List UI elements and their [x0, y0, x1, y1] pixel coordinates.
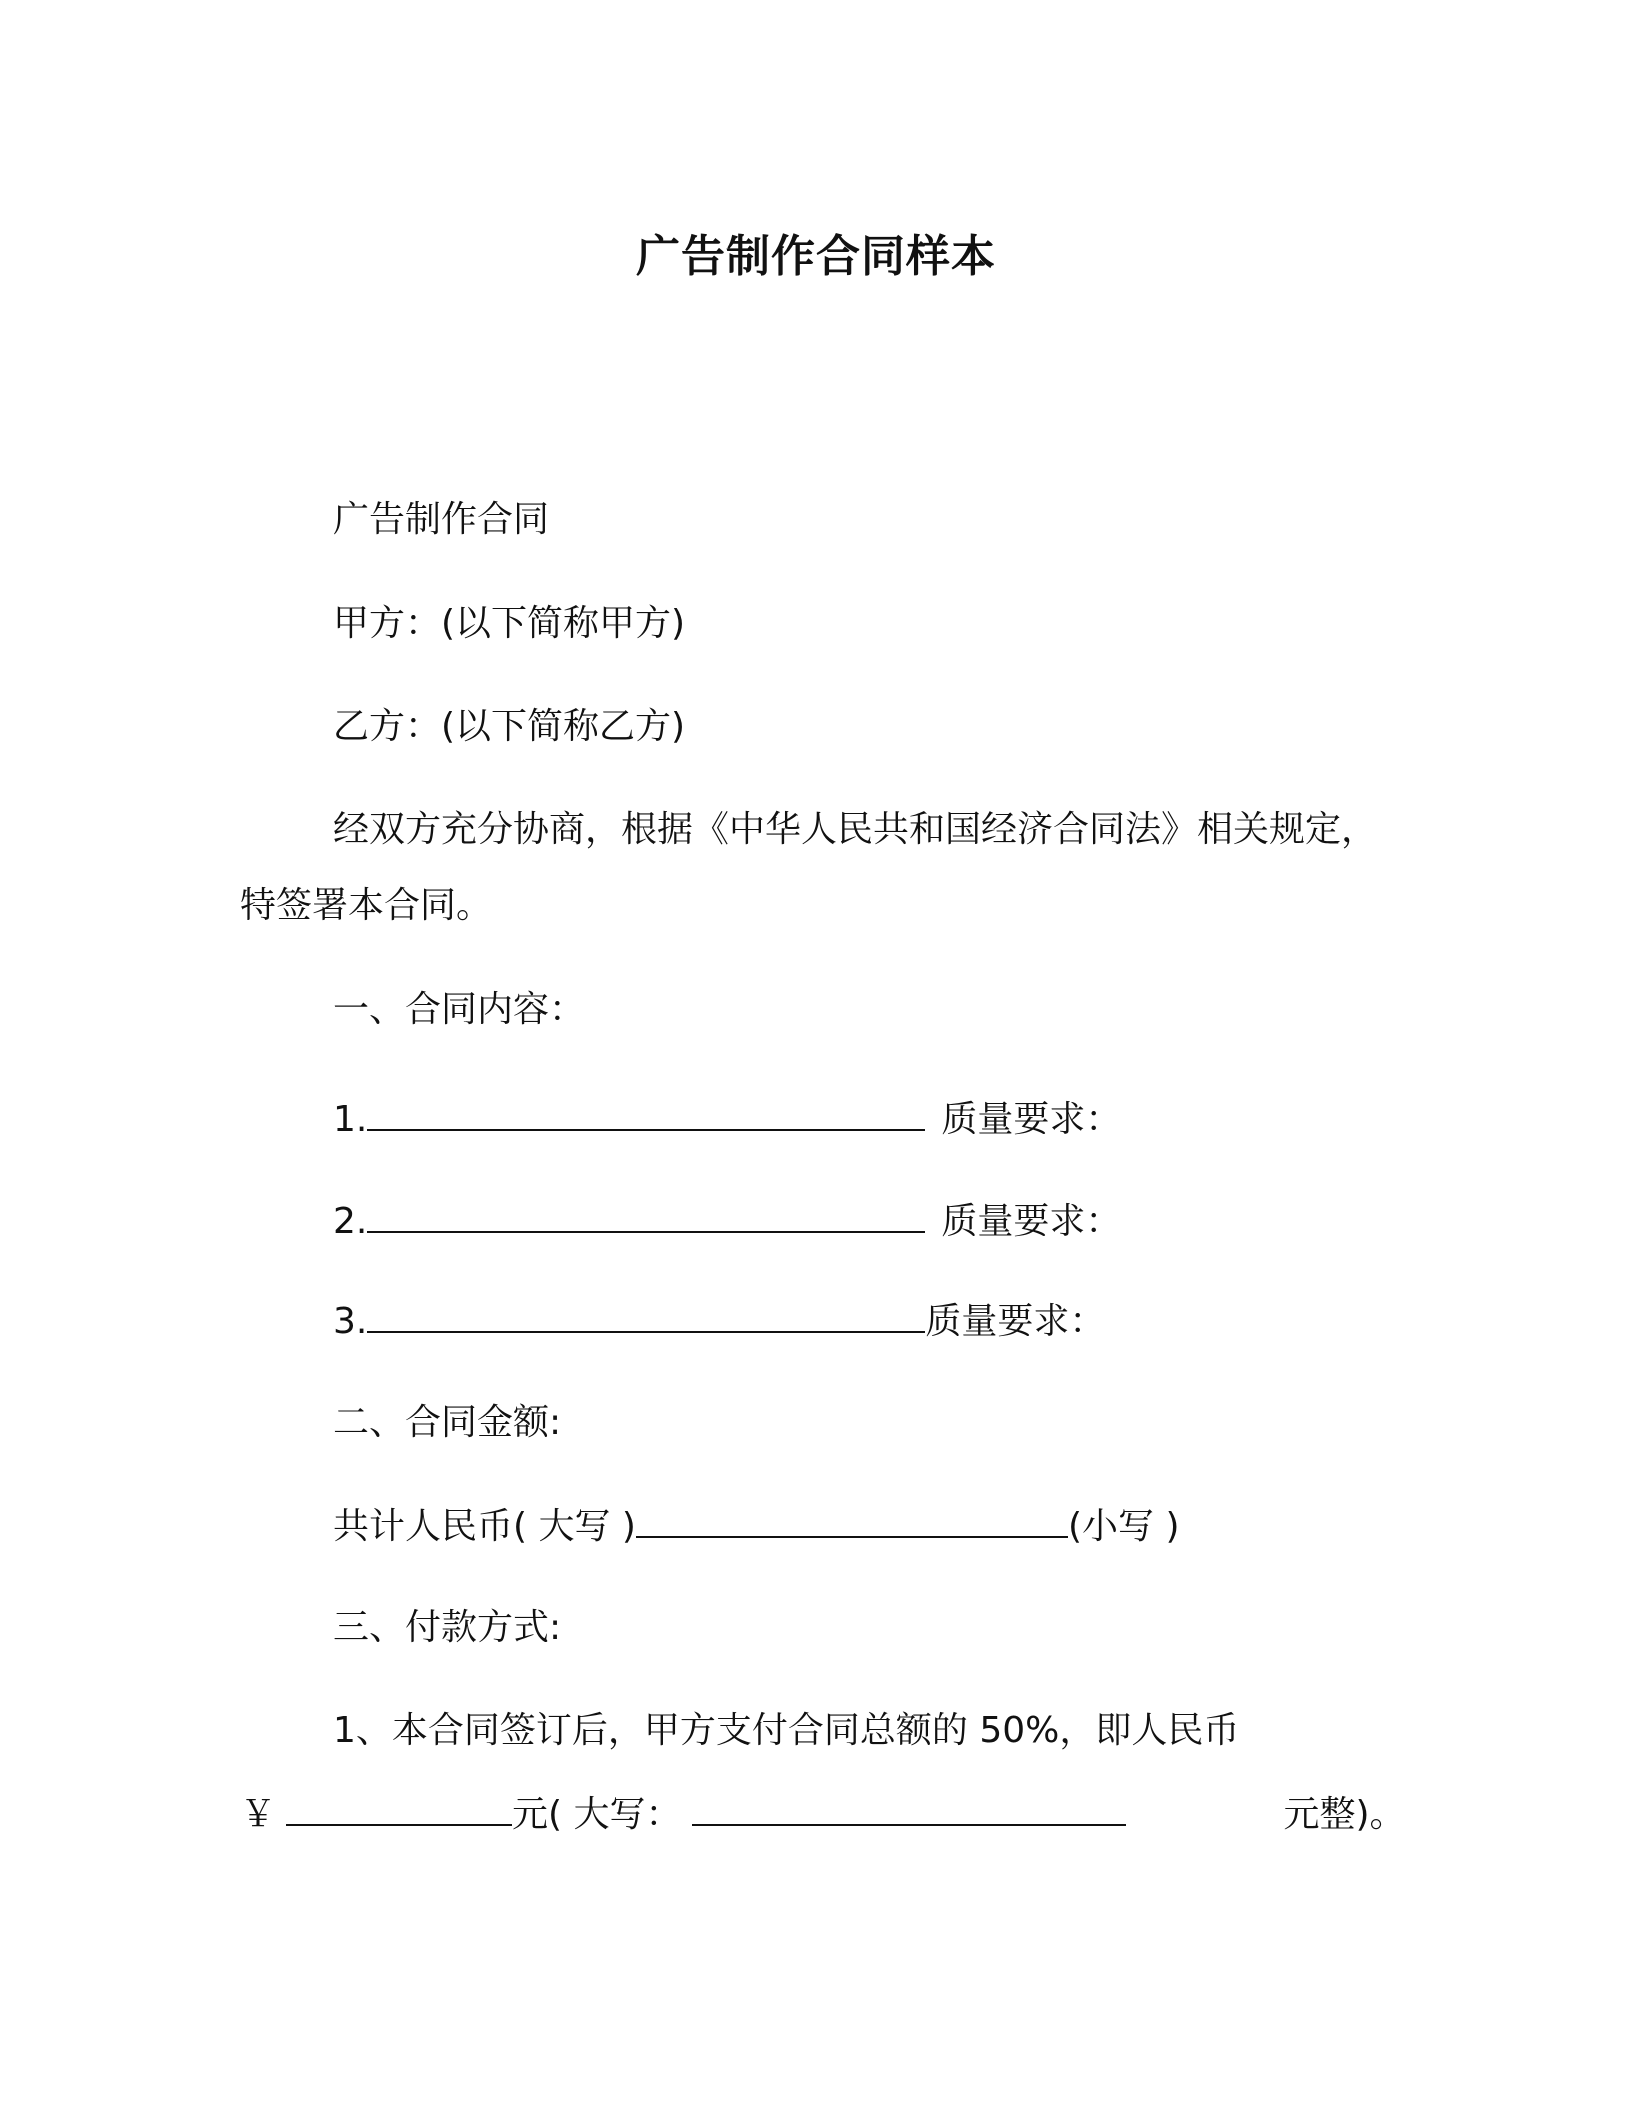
- item-3-quality-label: 质量要求：: [925, 1301, 1106, 1342]
- payment-capital-blank[interactable]: [692, 1790, 1126, 1826]
- intro-line-1: 经双方充分协商，根据《中华人民共和国经济合同法》相关规定，: [333, 809, 1378, 850]
- party-b-line: 乙方：(以下简称乙方): [333, 706, 686, 747]
- section-2-heading: 二、合同金额:: [333, 1402, 562, 1443]
- yen-symbol: ￥: [240, 1794, 277, 1835]
- content-item-2: [333, 1197, 1121, 1246]
- amount-prefix: 共计人民币( 大写 ): [333, 1506, 636, 1547]
- item-2-blank[interactable]: [367, 1197, 925, 1233]
- item-3-number: 3.: [333, 1301, 368, 1342]
- item-1-number: 1.: [333, 1099, 368, 1140]
- item-2-quality-label: 质量要求：: [941, 1201, 1122, 1242]
- payment-amount-blank[interactable]: [286, 1790, 512, 1826]
- payment-line-2: [240, 1790, 1406, 1839]
- party-a-line: 甲方：(以下简称甲方): [333, 603, 686, 644]
- payment-line-1: 1、本合同签订后，甲方支付合同总额的 50%，即人民币: [333, 1710, 1240, 1751]
- amount-suffix: (小写 ): [1067, 1506, 1180, 1547]
- payment-end-text: 元整)。: [1283, 1794, 1406, 1835]
- item-3-blank[interactable]: [367, 1297, 925, 1333]
- amount-line: [333, 1502, 1180, 1551]
- contract-heading: 广告制作合同: [333, 499, 550, 540]
- amount-capital-blank[interactable]: [636, 1502, 1068, 1538]
- item-1-blank[interactable]: [367, 1095, 925, 1131]
- intro-line-2: 特签署本合同。: [240, 885, 493, 926]
- section-3-heading: 三、付款方式:: [333, 1607, 562, 1648]
- document-title: 广告制作合同样本: [636, 231, 996, 282]
- payment-mid-text: 元( 大写：: [512, 1794, 682, 1835]
- item-1-quality-label: 质量要求：: [941, 1099, 1122, 1140]
- item-2-number: 2.: [333, 1201, 368, 1242]
- content-item-1: [333, 1095, 1121, 1144]
- content-item-3: [333, 1297, 1105, 1346]
- section-1-heading: 一、合同内容：: [333, 989, 586, 1030]
